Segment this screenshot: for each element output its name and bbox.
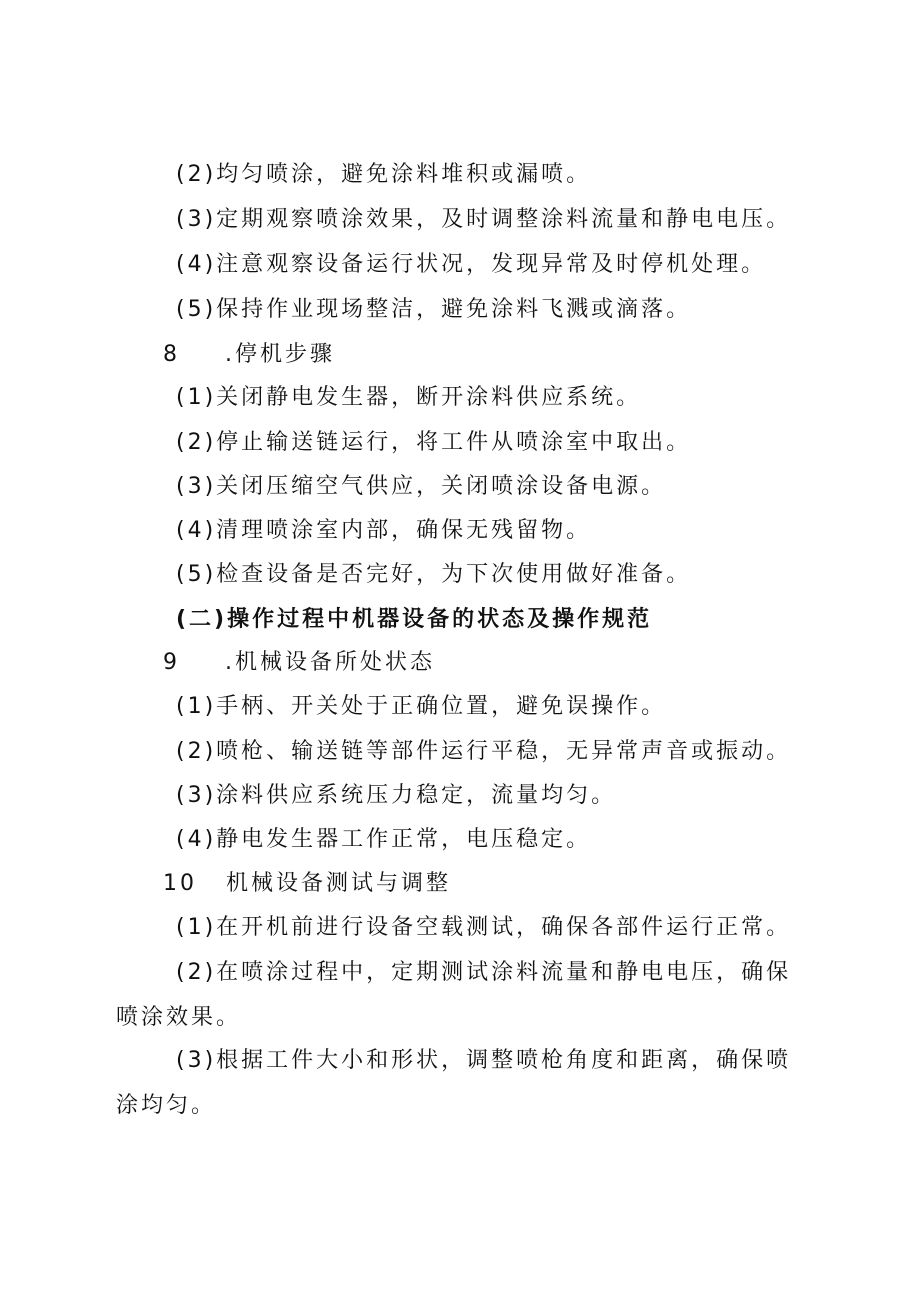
section-title: .停机步骤	[225, 342, 335, 367]
paragraph: (1)手柄、开关处于正确位置，避免误操作。	[176, 694, 667, 719]
paragraph: (5)保持作业现场整洁，避免涂料飞溅或滴落。	[176, 297, 692, 322]
paragraph: (2)停止输送链运行，将工件从喷涂室中取出。	[176, 430, 692, 455]
paragraph: (3)关闭压缩空气供应，关闭喷涂设备电源。	[176, 474, 667, 499]
paragraph: (4)清理喷涂室内部，确保无残留物。	[176, 518, 592, 543]
paragraph: (3)涂料供应系统压力稳定，流量均匀。	[176, 783, 617, 808]
paragraph: (1)在开机前进行设备空载测试，确保各部件运行正常。	[176, 915, 792, 940]
section-number: 10	[163, 871, 197, 896]
section-title: 机械设备测试与调整	[226, 871, 452, 896]
subsection-heading: (二)操作过程中机器设备的状态及操作规范	[176, 607, 653, 632]
paragraph: (4)静电发生器工作正常，电压稳定。	[176, 827, 592, 852]
section-title: .机械设备所处状态	[225, 650, 435, 675]
section-number: 8	[163, 342, 180, 367]
paragraph: (2)在喷涂过程中，定期测试涂料流量和静电电压，确保喷涂效果。	[116, 960, 792, 1030]
paragraph: (5)检查设备是否完好，为下次使用做好准备。	[176, 562, 692, 587]
paragraph: (2)喷枪、输送链等部件运行平稳，无异常声音或振动。	[176, 739, 792, 764]
paragraph: (2)均匀喷涂，避免涂料堆积或漏喷。	[176, 162, 592, 187]
paragraph: (3)定期观察喷涂效果，及时调整涂料流量和静电电压。	[176, 207, 792, 232]
paragraph: (4)注意观察设备运行状况，发现异常及时停机处理。	[176, 252, 767, 277]
paragraph: (1)关闭静电发生器，断开涂料供应系统。	[176, 385, 642, 410]
section-number: 9	[163, 650, 180, 675]
paragraph: (3)根据工件大小和形状，调整喷枪角度和距离，确保喷涂均匀。	[116, 1048, 792, 1118]
